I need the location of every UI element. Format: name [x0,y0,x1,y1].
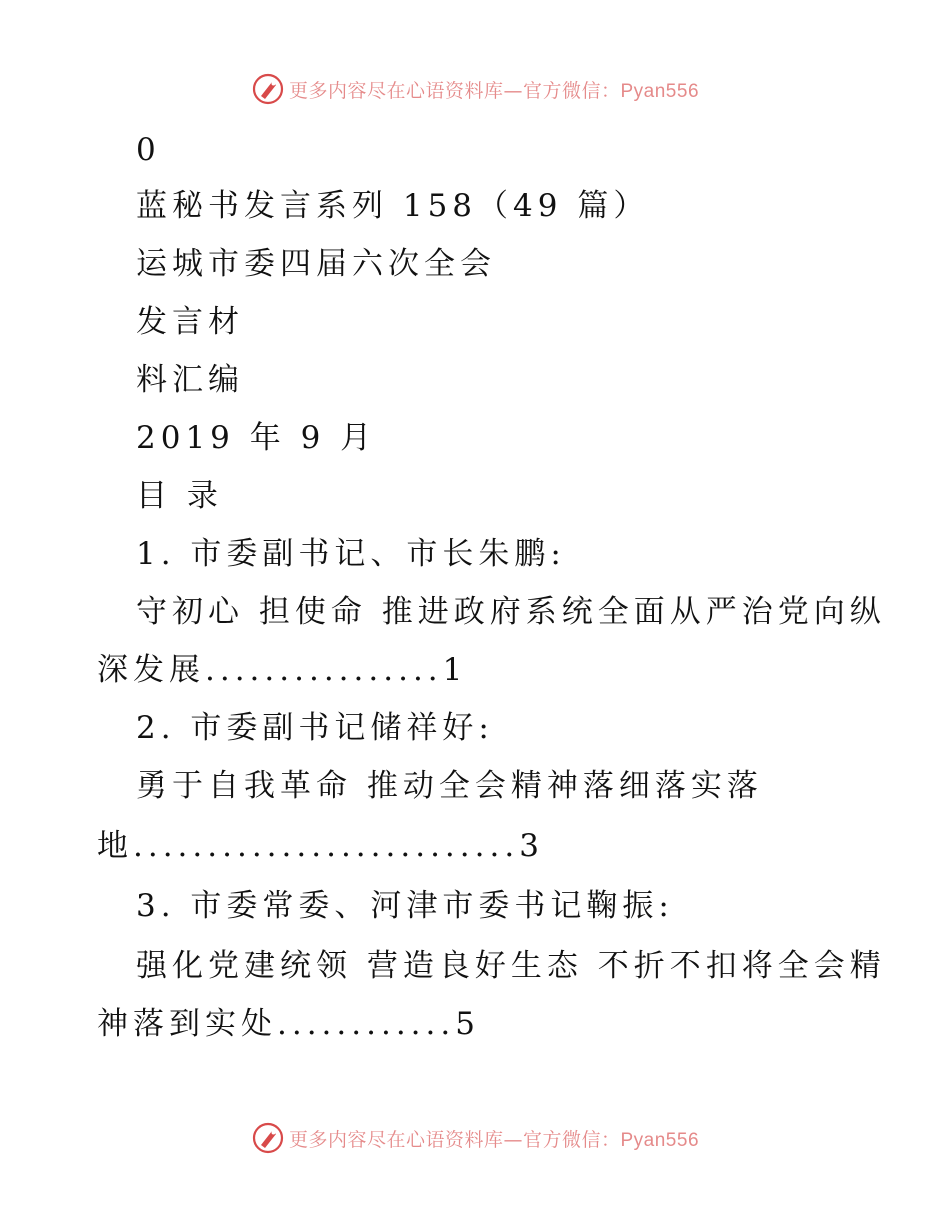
toc-item-2-speaker: 2. 市委副书记储祥好: [136,710,494,746]
pen-nib-circle-icon [251,1121,285,1155]
toc-item-3-title-cont: 神落到实处............5 [97,1006,480,1042]
watermark-official: 官方微信： [522,1128,621,1151]
doc-title-line-3: 料汇编 [136,362,244,398]
toc-item-3-title: 强化党建统领 营造良好生态 不折不扣将全会精 [136,948,886,984]
watermark-main: 更多内容尽在心语资料库 [288,1128,504,1151]
watermark-main: 更多内容尽在心语资料库 [288,79,504,102]
watermark-text [289,76,699,103]
series-line: 蓝秘书发言系列 158（49 篇） [136,188,650,224]
pen-nib-circle-icon [251,72,285,106]
watermark-id: Pyan556 [620,1129,700,1151]
watermark-header [0,72,950,106]
watermark-id: Pyan556 [620,80,700,102]
watermark-text [289,1125,699,1152]
toc-item-2-title-cont: 地..........................3 [97,828,544,864]
watermark-separator: — [503,79,523,102]
toc-heading: 目 录 [136,478,223,514]
toc-item-1-title-cont: 深发展................1 [97,652,468,688]
toc-item-3-speaker: 3. 市委常委、河津市委书记鞠振: [136,888,674,924]
toc-item-1-title: 守初心 担使命 推进政府系统全面从严治党向纵 [136,594,886,630]
doc-date: 2019 年 9 月 [136,420,377,456]
watermark-separator: — [503,1128,523,1151]
watermark-footer [0,1121,950,1155]
toc-item-2-title: 勇于自我革命 推动全会精神落细落实落 [136,768,763,804]
doc-title-line-1: 运城市委四届六次全会 [136,246,496,282]
page-number-zero: 0 [136,132,161,168]
watermark-official: 官方微信： [522,79,621,102]
doc-title-line-2: 发言材 [136,304,244,340]
toc-item-1-speaker: 1. 市委副书记、市长朱鹏: [136,536,566,572]
